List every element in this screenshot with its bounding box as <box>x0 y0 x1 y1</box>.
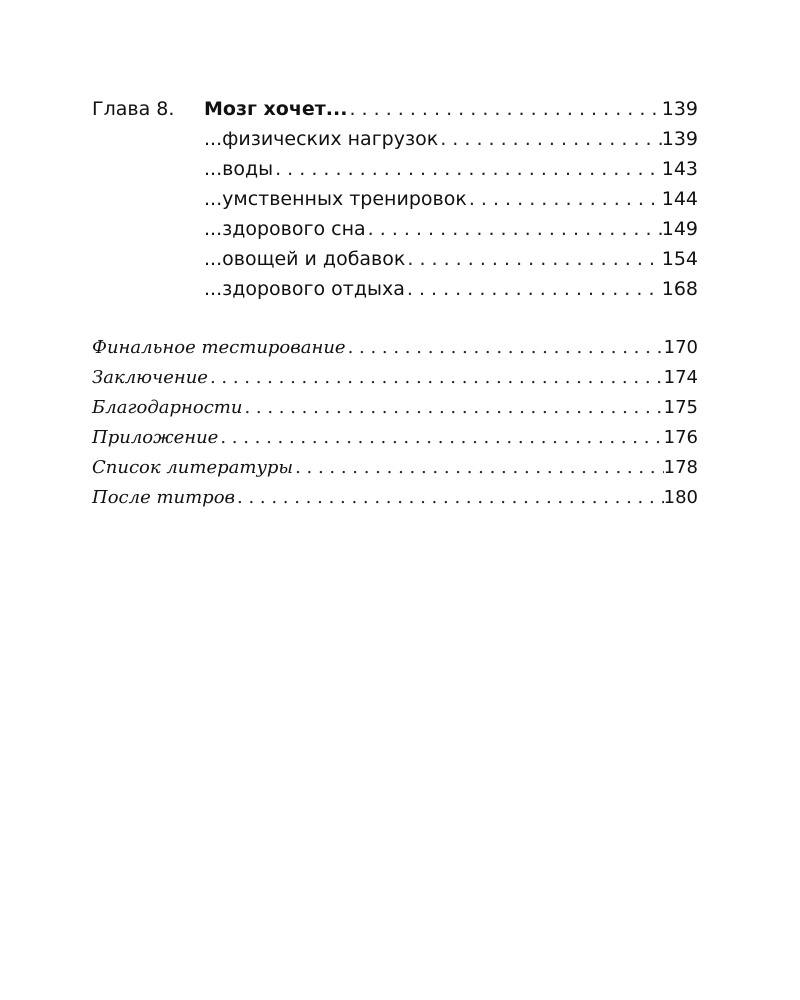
entry-title: После титров <box>92 487 236 508</box>
page-number: 144 <box>661 188 698 210</box>
page-number: 170 <box>663 337 698 358</box>
page-number: 180 <box>663 487 698 508</box>
dot-leader <box>366 216 662 242</box>
page-number: 139 <box>661 128 698 150</box>
toc-entry-section[interactable] <box>204 216 698 242</box>
dot-leader <box>235 485 664 511</box>
dot-leader <box>242 395 663 421</box>
section-title: ...умственных тренировок <box>204 188 467 210</box>
dot-leader <box>218 425 663 451</box>
toc-entry-section[interactable] <box>204 156 698 182</box>
dot-leader <box>347 96 661 122</box>
section-title: ...здорового сна <box>204 218 366 240</box>
section-title: ...воды <box>204 158 274 180</box>
toc-entry-section[interactable] <box>204 186 698 212</box>
dot-leader <box>438 126 662 152</box>
page-number: 178 <box>663 457 698 478</box>
dot-leader <box>273 156 662 182</box>
entry-title: Список литературы <box>92 457 294 478</box>
dot-leader <box>405 276 662 302</box>
toc-entry-back-matter[interactable] <box>92 365 698 391</box>
page-number: 174 <box>663 367 698 388</box>
entry-title: Заключение <box>92 367 208 388</box>
page-number: 149 <box>661 218 698 240</box>
chapter-title: Мозг хочет... <box>204 98 348 120</box>
dot-leader <box>208 365 664 391</box>
dot-leader <box>467 186 662 212</box>
entry-title: Благодарности <box>92 397 243 418</box>
section-title: ...здорового отдыха <box>204 278 405 300</box>
toc-entry-section[interactable] <box>204 126 698 152</box>
entry-title: Финальное тестирование <box>92 337 346 358</box>
page-number: 168 <box>661 278 698 300</box>
page-number: 143 <box>661 158 698 180</box>
dot-leader <box>293 455 664 481</box>
toc-entry-back-matter[interactable] <box>92 335 698 361</box>
section-title: ...овощей и добавок <box>204 248 406 270</box>
page-number: 139 <box>661 98 698 120</box>
chapter-number: Глава 8. <box>92 98 175 120</box>
dot-leader <box>405 246 661 272</box>
section-title: ...физических нагрузок <box>204 128 439 150</box>
toc-entry-section[interactable] <box>204 276 698 302</box>
toc-entry-back-matter[interactable] <box>92 455 698 481</box>
toc-entry-chapter[interactable] <box>204 96 698 122</box>
page-number: 176 <box>663 427 698 448</box>
toc-entry-back-matter[interactable] <box>92 425 698 451</box>
page-number: 175 <box>663 397 698 418</box>
toc-entry-section[interactable] <box>204 246 698 272</box>
toc-entry-back-matter[interactable] <box>92 485 698 511</box>
entry-title: Приложение <box>92 427 219 448</box>
toc-entry-back-matter[interactable] <box>92 395 698 421</box>
dot-leader <box>346 335 664 361</box>
page-number: 154 <box>661 248 698 270</box>
